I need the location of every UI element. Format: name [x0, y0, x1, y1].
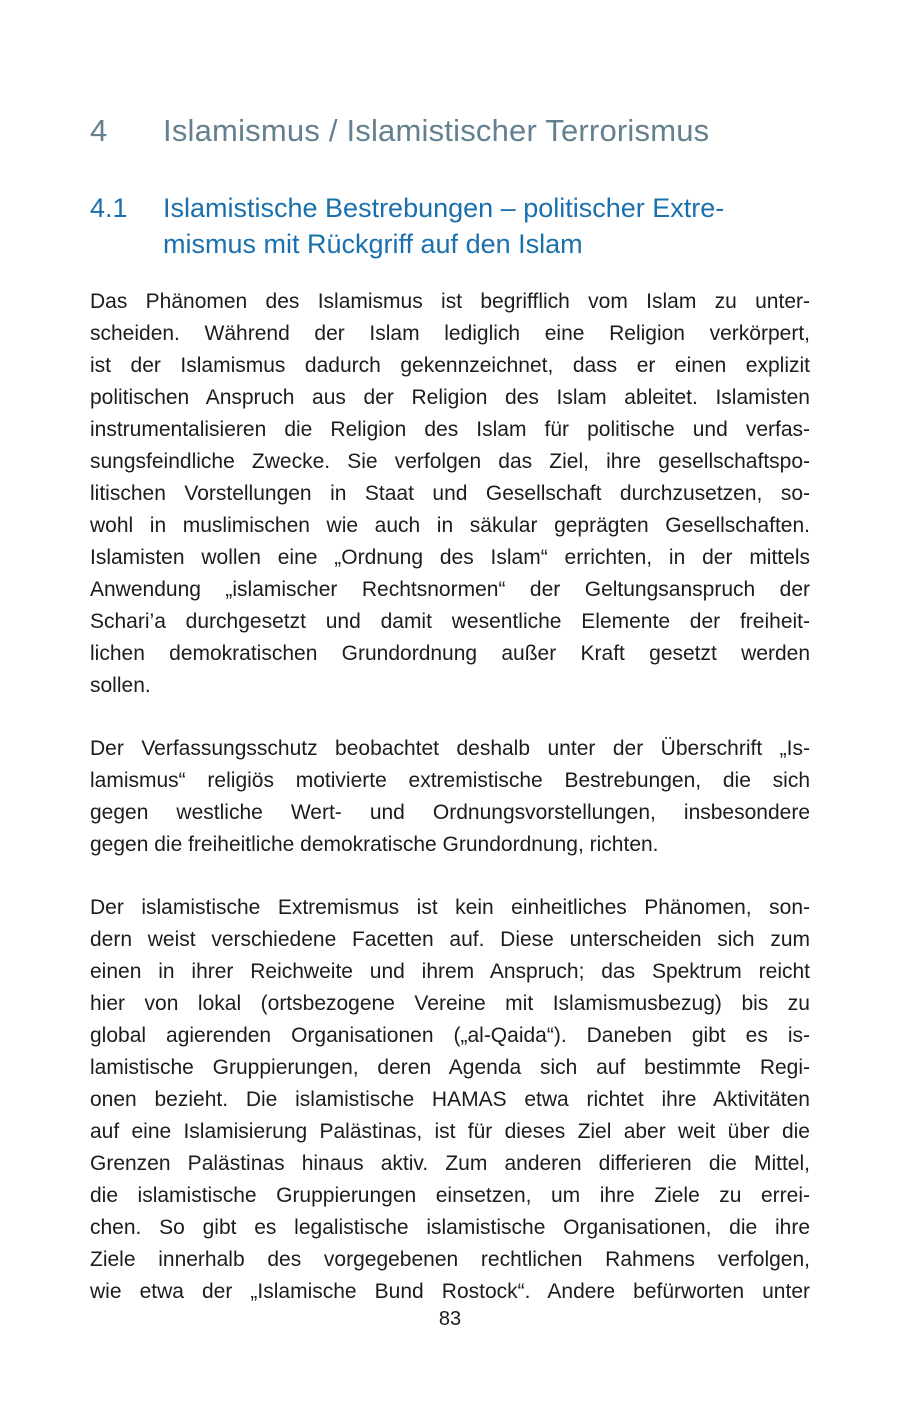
text-line: Der Verfassungsschutz beobachtet deshalb unter der Überschrift „Is- [90, 737, 810, 760]
text-line: lichen demokratischen Grundordnung außer Kraft gesetzt werden [90, 642, 810, 665]
text-line: instrumentalisieren die Religion des Islam für politische und verfas- [90, 418, 810, 441]
text-line: sungsfeindliche Zwecke. Sie verfolgen das Ziel, ihre gesellschaftspo- [90, 450, 810, 473]
text-line: dern weist verschiedene Facetten auf. Diese unterscheiden sich zum [90, 928, 810, 951]
text-line: politischen Anspruch aus der Religion des Islam ableitet. Islamisten [90, 386, 810, 409]
page-number: 83 [438, 1308, 462, 1330]
text-line: Das Phänomen des Islamismus ist begrifflich vom Islam zu unter- [90, 290, 810, 313]
text-line: gegen westliche Wert- und Ordnungsvorstellungen, insbesondere [90, 801, 810, 824]
chapter-heading [90, 112, 810, 150]
text-line: einen in ihrer Reichweite und ihrem Anspruch; das Spektrum reicht [90, 960, 810, 983]
text-line: Grenzen Palästinas hinaus aktiv. Zum anderen differieren die Mittel, [90, 1152, 810, 1175]
text-line: Der islamistische Extremismus ist kein einheitliches Phänomen, son- [90, 896, 810, 919]
paragraph-1 [90, 286, 810, 702]
text-line: litischen Vorstellungen in Staat und Gesellschaft durchzusetzen, so- [90, 482, 810, 505]
section-title-line: Islamistische Bestrebungen – politischer Extre- [163, 193, 725, 223]
paragraph-3 [90, 892, 810, 1308]
text-line: Anwendung „islamischer Rechtsnormen“ der Geltungsanspruch der [90, 578, 810, 601]
text-line: lamismus“ religiös motivierte extremistische Bestrebungen, die sich [90, 769, 810, 792]
text-line: auf eine Islamisierung Palästinas, ist für dieses Ziel aber weit über die [90, 1120, 810, 1143]
text-line: wohl in muslimischen wie auch in säkular geprägten Gesellschaften. [90, 514, 810, 537]
section-title [163, 190, 810, 262]
body-text [90, 286, 810, 1308]
text-line: Ziele innerhalb des vorgegebenen rechtlichen Rahmens verfolgen, [90, 1248, 810, 1271]
text-line: gegen die freiheitliche demokratische Grundordnung, richten. [90, 833, 659, 856]
text-line: global agierenden Organisationen („al-Qaida“). Daneben gibt es is- [90, 1024, 810, 1047]
text-line: lamistische Gruppierungen, deren Agenda sich auf bestimmte Regi- [90, 1056, 810, 1079]
text-line: chen. So gibt es legalistische islamistische Organisationen, die ihre [90, 1216, 810, 1239]
text-line: Schari’a durchgesetzt und damit wesentliche Elemente der freiheit- [90, 610, 810, 633]
chapter-title: Islamismus / Islamistischer Terrorismus [163, 113, 710, 148]
section-heading [90, 190, 810, 262]
text-line: hier von lokal (ortsbezogene Vereine mit Islamismusbezug) bis zu [90, 992, 810, 1015]
text-line: sollen. [90, 674, 151, 697]
text-line: onen bezieht. Die islamistische HAMAS etwa richtet ihre Aktivitäten [90, 1088, 810, 1111]
text-line: ist der Islamismus dadurch gekennzeichnet, dass er einen explizit [90, 354, 810, 377]
text-line: die islamistische Gruppierungen einsetzen, um ihre Ziele zu errei- [90, 1184, 810, 1207]
paragraph-2 [90, 733, 810, 861]
section-title-line: mismus mit Rückgriff auf den Islam [163, 229, 583, 259]
section-number: 4.1 [90, 193, 128, 223]
text-line: scheiden. Während der Islam lediglich eine Religion verkörpert, [90, 322, 810, 345]
text-line: wie etwa der „Islamische Bund Rostock“. Andere befürworten unter [90, 1280, 810, 1303]
text-line: Islamisten wollen eine „Ordnung des Islam“ errichten, in der mittels [90, 546, 810, 569]
chapter-number: 4 [90, 113, 108, 148]
